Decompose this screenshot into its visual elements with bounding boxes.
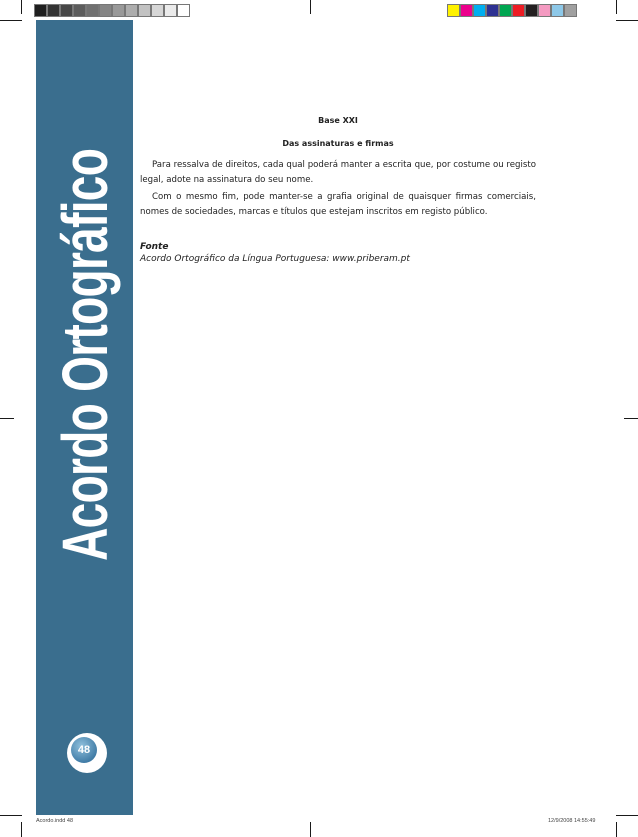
registration-mark — [310, 822, 311, 837]
crop-mark — [616, 20, 638, 21]
sidebar-title: Acordo Ortográfico — [48, 148, 121, 562]
color-swatch — [447, 4, 460, 17]
source-label: Fonte — [140, 242, 169, 252]
section-heading: Base XXI — [318, 116, 358, 125]
source-text: Acordo Ortográfico da Língua Portuguesa: www.priberam.pt — [140, 254, 410, 264]
page-number-badge — [67, 733, 107, 773]
color-swatch — [486, 4, 499, 17]
color-swatch — [538, 4, 551, 17]
color-swatch — [125, 4, 138, 17]
registration-mark — [0, 418, 14, 419]
color-swatch — [47, 4, 60, 17]
crop-mark — [21, 0, 22, 14]
color-swatch — [60, 4, 73, 17]
color-swatch — [164, 4, 177, 17]
color-swatch — [112, 4, 125, 17]
registration-mark — [624, 418, 638, 419]
footer-timestamp: 12/9/2008 14:55:49 — [548, 818, 596, 824]
paragraph: Para ressalva de direitos, cada qual poderá manter a escrita que, por costume ou registo legal, adote na assinatura do seu nome. — [140, 160, 536, 185]
crop-mark — [0, 20, 22, 21]
color-swatch — [86, 4, 99, 17]
footer-file-slug: Acordo.indd 48 — [36, 818, 73, 824]
color-swatch — [525, 4, 538, 17]
sidebar-band — [36, 20, 133, 815]
crop-mark — [616, 815, 638, 816]
color-swatch — [177, 4, 190, 17]
color-swatch — [99, 4, 112, 17]
crop-mark — [0, 815, 22, 816]
color-swatch — [551, 4, 564, 17]
color-swatch — [473, 4, 486, 17]
section-subheading: Das assinaturas e firmas — [282, 139, 394, 148]
registration-mark — [310, 0, 311, 14]
page-number: 48 — [71, 737, 97, 763]
process-color-bar — [447, 4, 577, 17]
crop-mark — [21, 822, 22, 837]
paragraph: Com o mesmo fim, pode manter-se a grafia original de quaisquer firmas comerciais, nomes de sociedades, marcas e títulos que estejam inscritos em registo público. — [140, 192, 536, 217]
crop-mark — [616, 0, 617, 14]
color-swatch — [460, 4, 473, 17]
color-swatch — [73, 4, 86, 17]
color-swatch — [512, 4, 525, 17]
vertical-title — [45, 145, 125, 565]
crop-mark — [616, 822, 617, 837]
color-swatch — [138, 4, 151, 17]
grayscale-color-bar — [34, 4, 190, 17]
article-body — [140, 116, 536, 264]
color-swatch — [151, 4, 164, 17]
color-swatch — [564, 4, 577, 17]
color-swatch — [34, 4, 47, 17]
color-swatch — [499, 4, 512, 17]
